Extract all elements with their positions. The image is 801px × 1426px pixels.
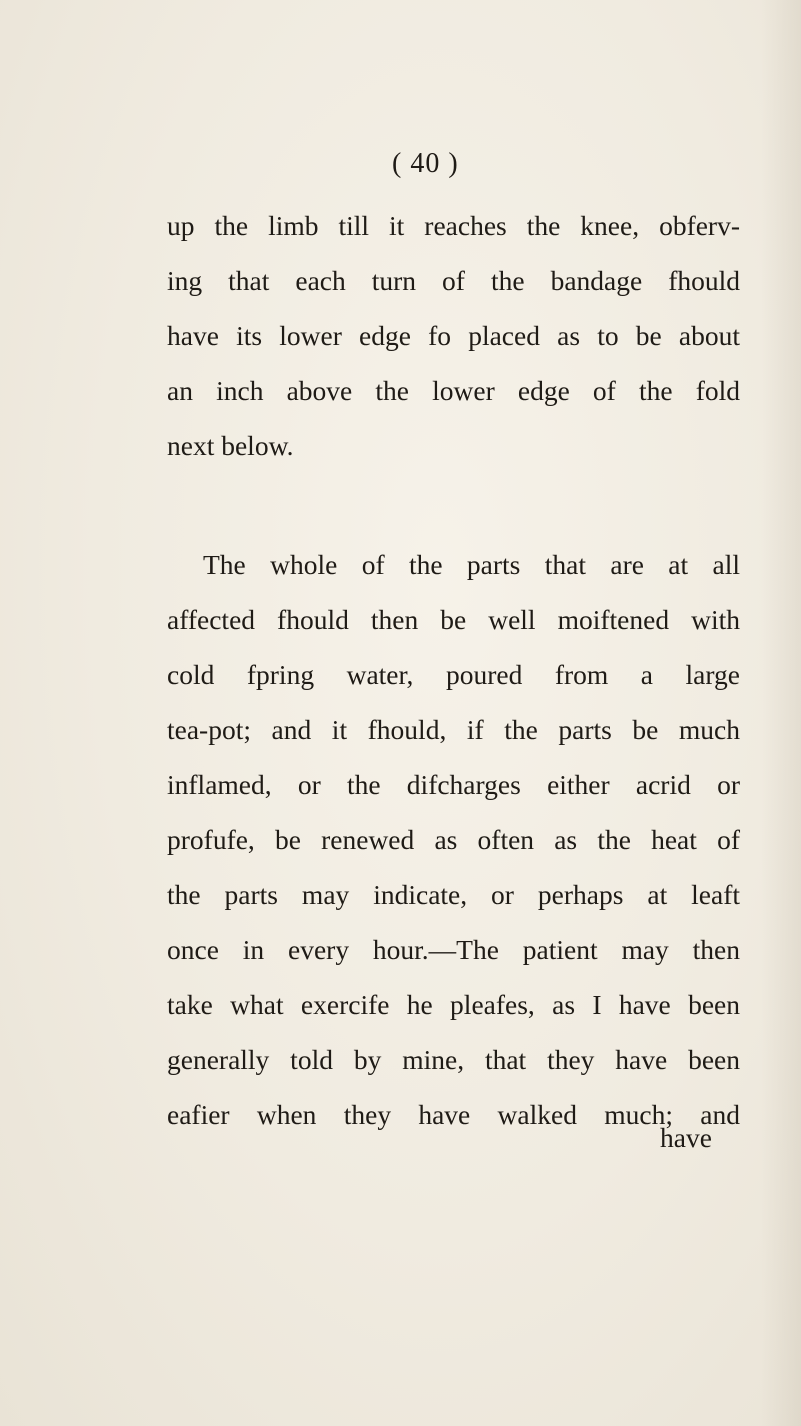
text-line: take what exercife he pleafes, as I have been (167, 989, 740, 1020)
text-line: cold fpring water, poured from a large (167, 659, 740, 690)
text-line: an inch above the lower edge of the fold (167, 375, 740, 406)
catchword: have (660, 1122, 712, 1153)
paragraph-1 (167, 198, 740, 473)
text-line: have its lower edge fo placed as to be about (167, 320, 740, 351)
paragraph-2 (167, 537, 740, 1142)
text-line: profufe, be renewed as often as the heat of (167, 824, 740, 855)
text-line: generally told by mine, that they have been (167, 1044, 740, 1075)
text-line: The whole of the parts that are at all (203, 549, 740, 580)
text-line: next below. (167, 430, 294, 461)
text-line: eafier when they have walked much; and (167, 1099, 740, 1130)
text-line: tea-pot; and it fhould, if the parts be much (167, 714, 740, 745)
text-line: ing that each turn of the bandage fhould (167, 265, 740, 296)
page-edge-shadow (761, 0, 801, 1426)
text-line: the parts may indicate, or perhaps at leaft (167, 879, 740, 910)
text-line: inflamed, or the difcharges either acrid or (167, 769, 740, 800)
page-number: ( 40 ) (392, 148, 459, 179)
text-line: up the limb till it reaches the knee, obferv- (167, 210, 740, 241)
text-line: once in every hour.—The patient may then (167, 934, 740, 965)
text-line: affected fhould then be well moiftened with (167, 604, 740, 635)
